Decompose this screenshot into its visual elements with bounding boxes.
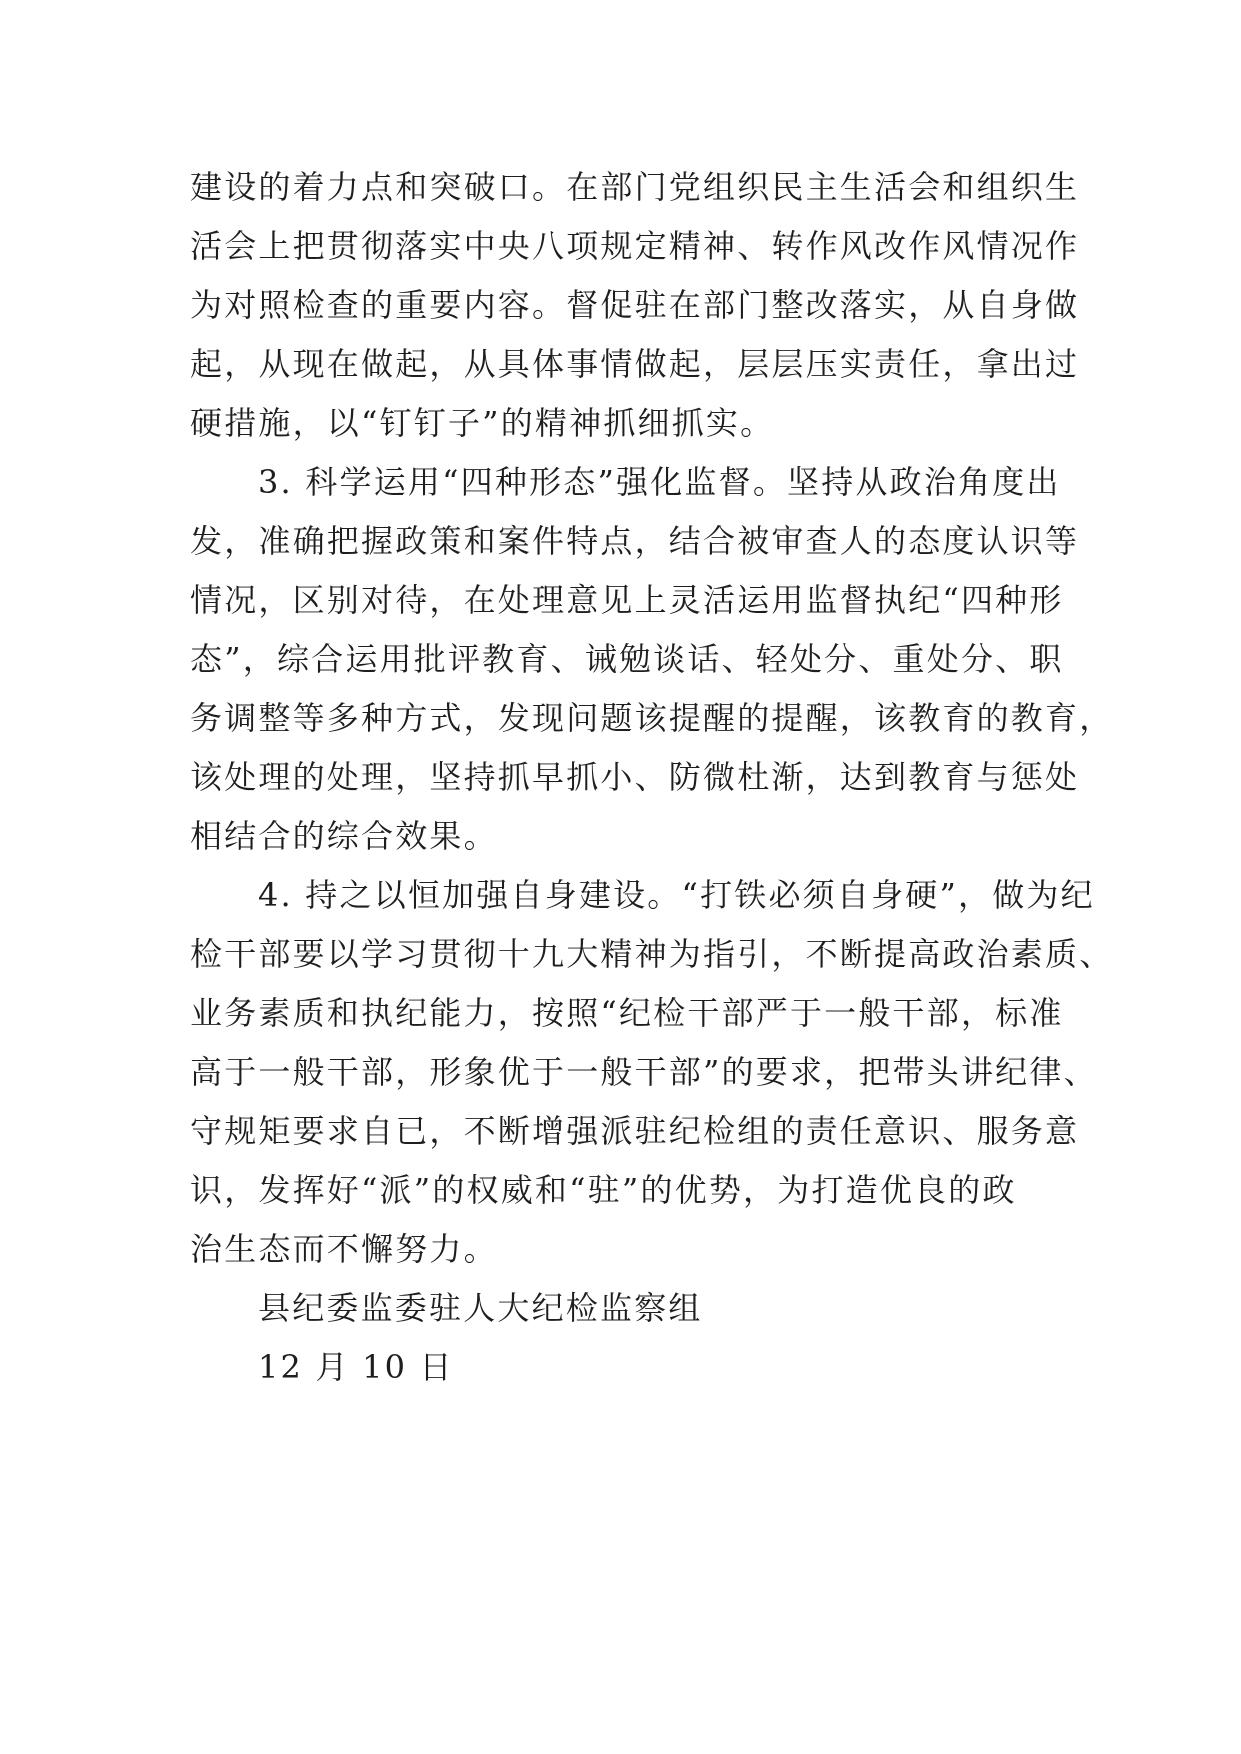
section-heading-3: 3. 科学运用“四种形态”强化监督。坚持从政治角度出 [258, 463, 1061, 501]
text-line: 活会上把贯彻落实中央八项规定精神、转作风改作风情况作 [190, 227, 1080, 265]
text-line: 识，发挥好“派”的权威和“驻”的优势，为打造优良的政 [190, 1171, 1017, 1209]
signature-date: 12 月 10 日 [258, 1348, 454, 1386]
text-line: 治生态而不懈努力。 [190, 1230, 498, 1268]
text-line: 业务素质和执纪能力，按照“纪检干部严于一般干部，标准 [190, 994, 1064, 1032]
signature-organization: 县纪委监委驻人大纪检监察组 [258, 1289, 703, 1327]
text-line: 建设的着力点和突破口。在部门党组织民主生活会和组织生 [190, 168, 1080, 206]
text-line: 起，从现在做起，从具体事情做起，层层压实责任，拿出过 [190, 345, 1080, 383]
document-body [190, 158, 1114, 1397]
text-line: 守规矩要求自已，不断增强派驻纪检组的责任意识、服务意 [190, 1112, 1080, 1150]
text-line: 检干部要以学习贯彻十九大精神为指引，不断提高政治素质、 [190, 935, 1114, 973]
text-line: 务调整等多种方式，发现问题该提醒的提醒，该教育的教育， [190, 699, 1114, 737]
text-line: 高于一般干部，形象优于一般干部”的要求，把带头讲纪律、 [190, 1053, 1098, 1091]
section-heading-4: 4. 持之以恒加强自身建设。“打铁必须自身硬”，做为纪 [258, 876, 1095, 914]
text-line: 硬措施，以“钉钉子”的精神抓细抓实。 [190, 404, 775, 442]
text-line: 相结合的综合效果。 [190, 817, 498, 855]
text-line: 发，准确把握政策和案件特点，结合被审查人的态度认识等 [190, 522, 1080, 560]
text-line: 情况，区别对待，在处理意见上灵活运用监督执纪“四种形 [190, 581, 1064, 619]
text-line: 该处理的处理，坚持抓早抓小、防微杜渐，达到教育与惩处 [190, 758, 1080, 796]
text-line: 态”，综合运用批评教育、诫勉谈话、轻处分、重处分、职 [190, 640, 1064, 678]
text-line: 为对照检查的重要内容。督促驻在部门整改落实，从自身做 [190, 286, 1080, 324]
